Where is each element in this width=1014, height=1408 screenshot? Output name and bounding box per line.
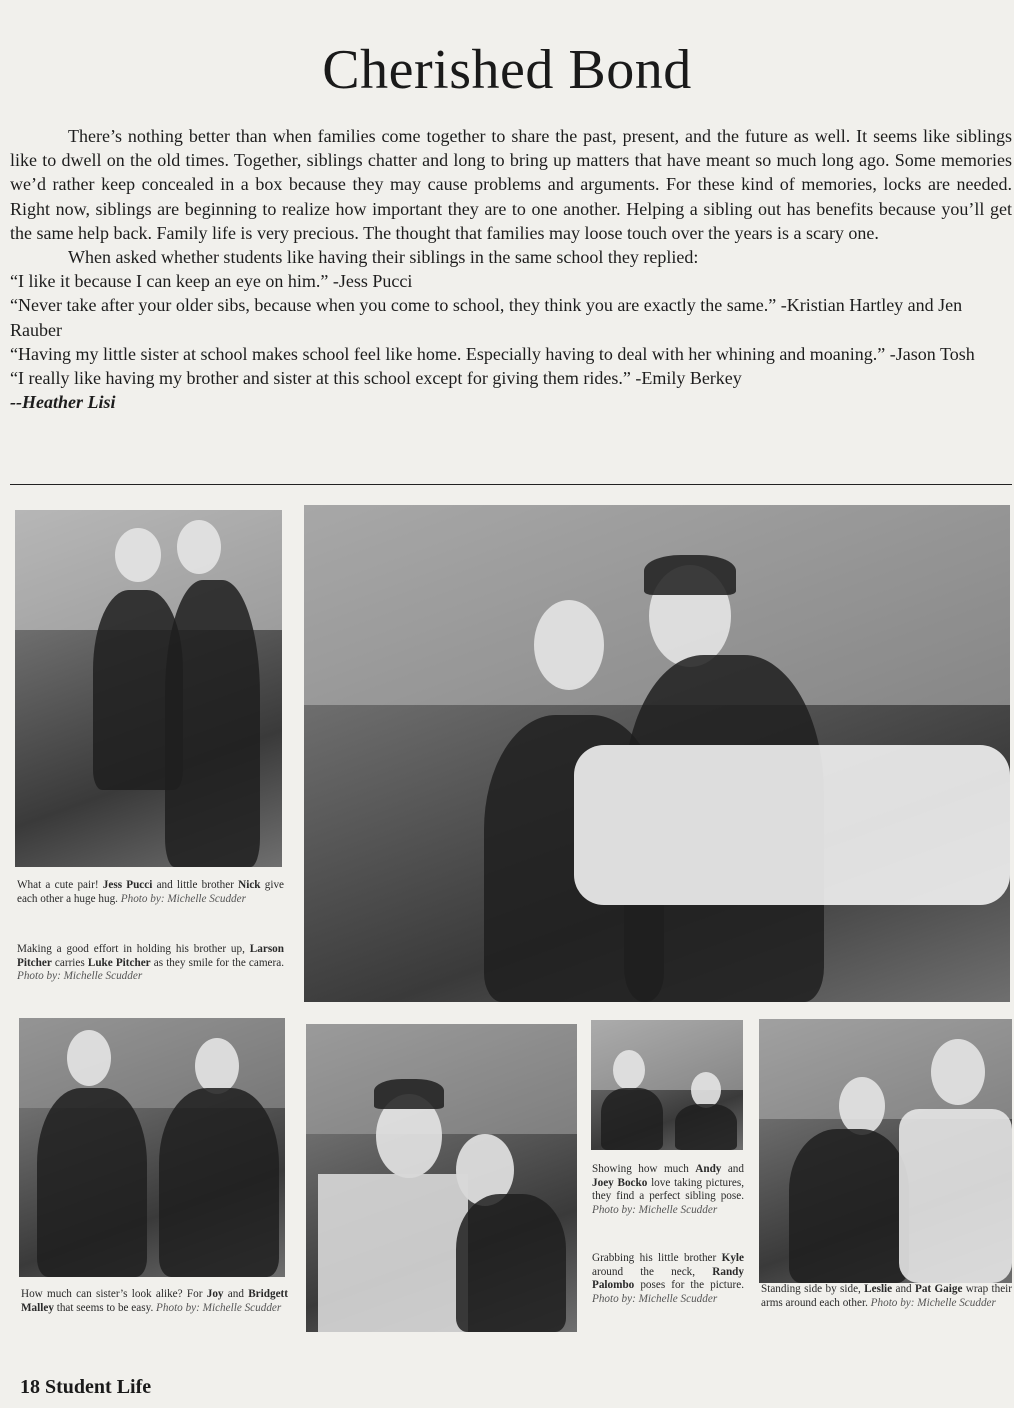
author-byline: --Heather Lisi [10,392,116,413]
caption-bocko: Showing how much Andy and Joey Bocko love taking pictures, they find a perfect sibling pose. Photo by: Michelle Scudder [592,1163,744,1216]
quote-item: “I really like having my brother and sister at this school except for giving them rides.” -Emily Berkey [10,368,742,389]
caption-pucci: What a cute pair! Jess Pucci and little brother Nick give each other a huge hug. Photo by: Michelle Scudder [17,879,284,905]
photo-palombo-brothers [306,1024,577,1332]
photo-credit: Photo by: Michelle Scudder [870,1296,996,1309]
intro-paragraph: There’s nothing better than when families come together to share the past, present, and the future as well. It seems like siblings like to dwell on the old times. Together, siblings chatter and long to bring up matters that have meant so much long ago. Some memories we’d rather keep concealed in a box because they may cause problems and arguments. For these kind of memories, locks are needed. Right now, siblings are beginning to realize how important they are to one another. Helping a sibling out has benefits because you’ll get the same help back. Family life is very precious. The thought that families may loose touch over the years is a scary one. [10,126,1012,243]
caption-palombo: Grabbing his little brother Kyle around the neck, Randy Palombo poses for the picture. Photo by: Michelle Scudder [592,1252,744,1305]
quote-item: “Having my little sister at school makes school feel like home. Especially having to deal with her whining and moaning.” -Jason Tosh [10,343,975,364]
photo-credit: Photo by: Michelle Scudder [592,1292,718,1305]
photo-pucci-siblings [15,510,282,867]
intro-question: When asked whether students like having their siblings in the same school they replied: [68,247,699,268]
quote-item: “I like it because I can keep an eye on him.” -Jess Pucci [10,271,413,292]
caption-pitcher: Making a good effort in holding his brother up, Larson Pitcher carries Luke Pitcher as they smile for the camera. Photo by: Michelle Scudder [17,943,284,983]
photo-bocko-brothers [591,1020,743,1150]
section-divider [10,484,1012,485]
photo-malley-sisters [19,1018,285,1277]
caption-gaige: Standing side by side, Leslie and Pat Gaige wrap their arms around each other. Photo by: Michelle Scudder [761,1283,1012,1309]
caption-malley: How much can sister’s look alike? For Joy and Bridgett Malley that seems to be easy. Photo by: Michelle Scudder [21,1288,288,1314]
intro-text [10,124,1012,414]
photo-credit: Photo by: Michelle Scudder [592,1203,718,1216]
quote-item: “Never take after your older sibs, because when you come to school, they think you are exactly the same.” -Kristian Hartley and Jen Rauber [10,295,963,340]
photo-credit: Photo by: Michelle Scudder [120,892,246,905]
photo-pitcher-brothers [304,505,1010,1002]
photo-credit: Photo by: Michelle Scudder [17,970,143,983]
photo-credit: Photo by: Michelle Scudder [156,1301,282,1314]
page-title: Cherished Bond [322,39,692,101]
page-footer: 18 Student Life [20,1376,152,1398]
photo-gaige-siblings [759,1019,1012,1283]
